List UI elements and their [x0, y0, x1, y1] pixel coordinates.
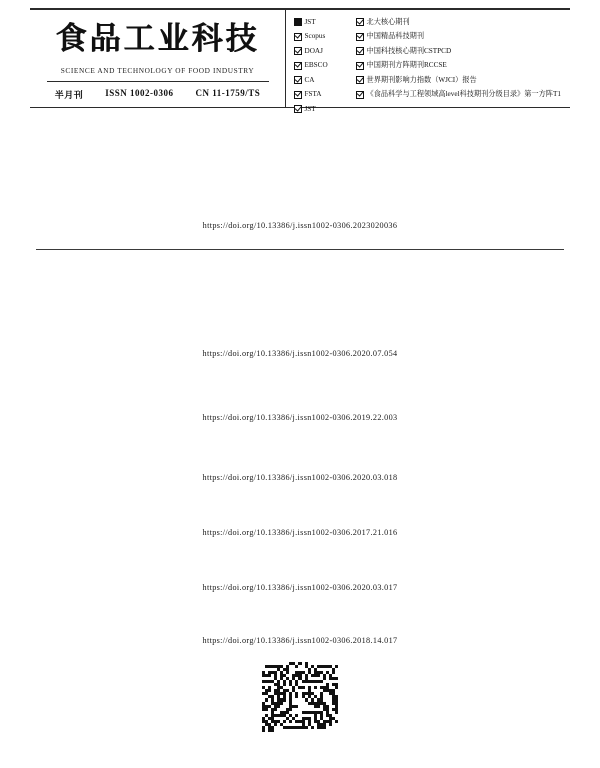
journal-issn: ISSN 1002-0306	[105, 87, 174, 98]
index-item	[356, 44, 570, 59]
index-item-label: 中国科技核心期刊CSTPCD	[366, 46, 452, 55]
index-item	[294, 102, 356, 117]
checkbox-icon[interactable]	[356, 76, 364, 84]
qr-code[interactable]	[262, 662, 338, 738]
index-item-label: 世界期刊影响力指数（WJCI）报告	[366, 75, 477, 84]
checkbox-icon[interactable]	[294, 76, 302, 84]
doi-link[interactable]: https://doi.org/10.13386/j.issn1002-0306.2017.21.016	[202, 528, 398, 537]
qr-code-wrapper	[262, 662, 338, 738]
index-item	[294, 15, 356, 30]
index-item-label: CA	[304, 75, 315, 84]
index-item-label: 《食品科学与工程领域高level科技期刊分级目录》第一方阵T1	[366, 90, 561, 99]
index-item-label: FSTA	[304, 90, 322, 99]
journal-masthead	[30, 8, 570, 113]
index-item	[356, 15, 570, 30]
index-item	[294, 73, 356, 88]
index-item	[356, 30, 570, 45]
doi-link[interactable]: https://doi.org/10.13386/j.issn1002-0306.2023020036	[202, 221, 398, 230]
checkbox-icon[interactable]	[294, 91, 302, 99]
index-item-label: JST	[304, 17, 316, 26]
index-item	[356, 88, 570, 103]
journal-title-en: SCIENCE AND TECHNOLOGY OF FOOD INDUSTRY	[60, 65, 255, 75]
doi-link[interactable]: https://doi.org/10.13386/j.issn1002-0306.2019.22.003	[202, 413, 398, 422]
doi-link[interactable]: https://doi.org/10.13386/j.issn1002-0306.2018.14.017	[202, 636, 398, 645]
index-item-label: DOAJ	[304, 46, 323, 55]
index-item	[294, 59, 356, 74]
index-column-left	[294, 15, 356, 113]
checkbox-icon[interactable]	[294, 62, 302, 70]
index-item	[294, 88, 356, 103]
index-item-label: 中国精品科技期刊	[366, 32, 425, 41]
logo-divider	[47, 81, 269, 82]
doi-link[interactable]: https://doi.org/10.13386/j.issn1002-0306.2020.07.054	[202, 349, 398, 358]
index-item-label: 中国期刊方阵期刊RCCSE	[366, 61, 447, 70]
checkbox-icon[interactable]	[356, 18, 364, 26]
index-item	[294, 30, 356, 45]
checkbox-icon[interactable]	[294, 105, 302, 113]
checkbox-icon[interactable]	[294, 18, 302, 26]
index-item-label: EBSCO	[304, 61, 328, 70]
section-divider	[36, 249, 564, 250]
checkbox-icon[interactable]	[294, 47, 302, 55]
index-item-label: Scopus	[304, 32, 326, 41]
journal-title-cn: 食品工业科技	[55, 21, 260, 56]
index-item	[356, 73, 570, 88]
checkbox-icon[interactable]	[356, 47, 364, 55]
index-item-label: 北大核心期刊	[366, 17, 410, 26]
checkbox-icon[interactable]	[356, 62, 364, 70]
journal-logo-block	[30, 10, 286, 107]
index-column-right	[356, 15, 570, 107]
index-list	[286, 10, 570, 113]
journal-cn-number: CN 11-1759/TS	[195, 87, 261, 98]
index-item	[294, 44, 356, 59]
index-item-label: JST	[304, 104, 316, 113]
doi-link[interactable]: https://doi.org/10.13386/j.issn1002-0306.2020.03.017	[202, 583, 398, 592]
doi-link[interactable]: https://doi.org/10.13386/j.issn1002-0306.2020.03.018	[202, 473, 398, 482]
journal-frequency: 半月刊	[54, 89, 84, 100]
checkbox-icon[interactable]	[294, 33, 302, 41]
checkbox-icon[interactable]	[356, 91, 364, 99]
checkbox-icon[interactable]	[356, 33, 364, 41]
index-item	[356, 59, 570, 74]
